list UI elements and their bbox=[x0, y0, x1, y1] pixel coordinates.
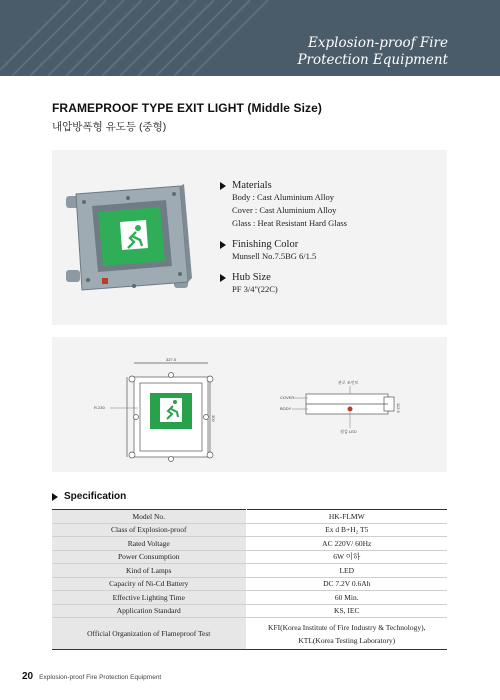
finishing-heading-text: Finishing Color bbox=[232, 239, 299, 250]
triangle-bullet-icon bbox=[220, 182, 226, 190]
triangle-bullet-icon bbox=[220, 274, 226, 282]
table-row bbox=[52, 591, 447, 605]
banner-stripe-pattern bbox=[0, 0, 280, 76]
specification-heading bbox=[52, 491, 126, 502]
row-value: Ex d B+H₂ T5 bbox=[246, 523, 447, 537]
specification-heading-text: Specification bbox=[64, 491, 127, 502]
technical-drawing bbox=[52, 337, 447, 472]
product-panel bbox=[52, 150, 447, 325]
finishing-heading bbox=[220, 239, 347, 250]
row-value: LED bbox=[246, 564, 447, 578]
triangle-bullet-icon bbox=[220, 241, 226, 249]
materials-heading-text: Materials bbox=[232, 180, 272, 191]
banner-line-2: Protection Equipment bbox=[297, 52, 448, 68]
label-led: 점검 LED bbox=[340, 429, 357, 434]
product-specs bbox=[220, 180, 347, 296]
table-row bbox=[52, 510, 447, 524]
hub-heading bbox=[220, 272, 347, 283]
dim-left-label: R.230 bbox=[94, 405, 105, 410]
hub-value: PF 3/4"(22C) bbox=[232, 284, 278, 294]
dim-right-label: 112.5 bbox=[396, 403, 401, 413]
materials-line: Cover : Cast Aluminium Alloy bbox=[232, 205, 337, 215]
dim-side-label: 300 bbox=[211, 415, 216, 422]
table-row bbox=[52, 537, 447, 551]
triangle-bullet-icon bbox=[52, 493, 58, 501]
table-row bbox=[52, 618, 447, 650]
materials-line: Body : Cast Aluminium Alloy bbox=[232, 192, 335, 202]
row-label: Model No. bbox=[52, 510, 246, 524]
footer-text: Explosion-proof Fire Protection Equipment bbox=[39, 674, 162, 681]
dim-top-label: 327.5 bbox=[165, 357, 177, 362]
table-row bbox=[52, 564, 447, 578]
row-label: Rated Voltage bbox=[52, 537, 246, 551]
table-row bbox=[52, 550, 447, 564]
table-row bbox=[52, 604, 447, 618]
row-label: Kind of Lamps bbox=[52, 564, 246, 578]
row-value: AC 220V/ 60Hz bbox=[246, 537, 447, 551]
header-banner bbox=[0, 0, 500, 76]
row-value: HK-FLMW bbox=[246, 510, 447, 524]
label-top-right: 관로 조인트 bbox=[338, 380, 359, 385]
materials-line: Glass : Heat Resistant Hard Glass bbox=[232, 218, 347, 228]
table-row bbox=[52, 577, 447, 591]
page-number: 20 bbox=[22, 671, 34, 682]
row-value-line-2: KTL(Korea Testing Laboratory) bbox=[298, 635, 396, 645]
row-value: 6W 이하 bbox=[246, 550, 447, 564]
row-label: Application Standard bbox=[52, 604, 246, 618]
finishing-value: Munsell No.7.5BG 6/1.5 bbox=[232, 251, 317, 261]
row-label: Official Organization of Flameproof Test bbox=[52, 618, 246, 650]
row-label: Power Consumption bbox=[52, 550, 246, 564]
banner-title bbox=[297, 35, 448, 69]
row-label: Effective Lighting Time bbox=[52, 591, 246, 605]
materials-heading bbox=[220, 180, 347, 191]
row-value: KS, IEC bbox=[246, 604, 447, 618]
table-row bbox=[52, 523, 447, 537]
product-title: FRAMEPROOF TYPE EXIT LIGHT (Middle Size) bbox=[52, 101, 323, 115]
page-footer bbox=[22, 671, 161, 682]
hub-heading-text: Hub Size bbox=[232, 272, 271, 283]
product-subtitle: 내압방폭형 유도등 (중형) bbox=[52, 121, 167, 133]
row-label: Capacity of Ni-Cd Battery bbox=[52, 577, 246, 591]
specification-table bbox=[52, 509, 447, 650]
row-value: KFI(Korea Institute of Fire Industry & Technology), bbox=[268, 622, 426, 632]
label-cover: COVER bbox=[280, 395, 295, 400]
row-value: DC 7.2V 0.6Ah bbox=[246, 577, 447, 591]
banner-line-1: Explosion-proof Fire bbox=[308, 35, 448, 51]
exit-light-photo bbox=[62, 178, 222, 303]
drawing-panel bbox=[52, 337, 447, 472]
row-label: Class of Explosion-proof bbox=[52, 523, 246, 537]
label-body: BODY bbox=[280, 406, 292, 411]
row-value-multiline bbox=[246, 618, 447, 650]
row-value: 60 Min. bbox=[246, 591, 447, 605]
